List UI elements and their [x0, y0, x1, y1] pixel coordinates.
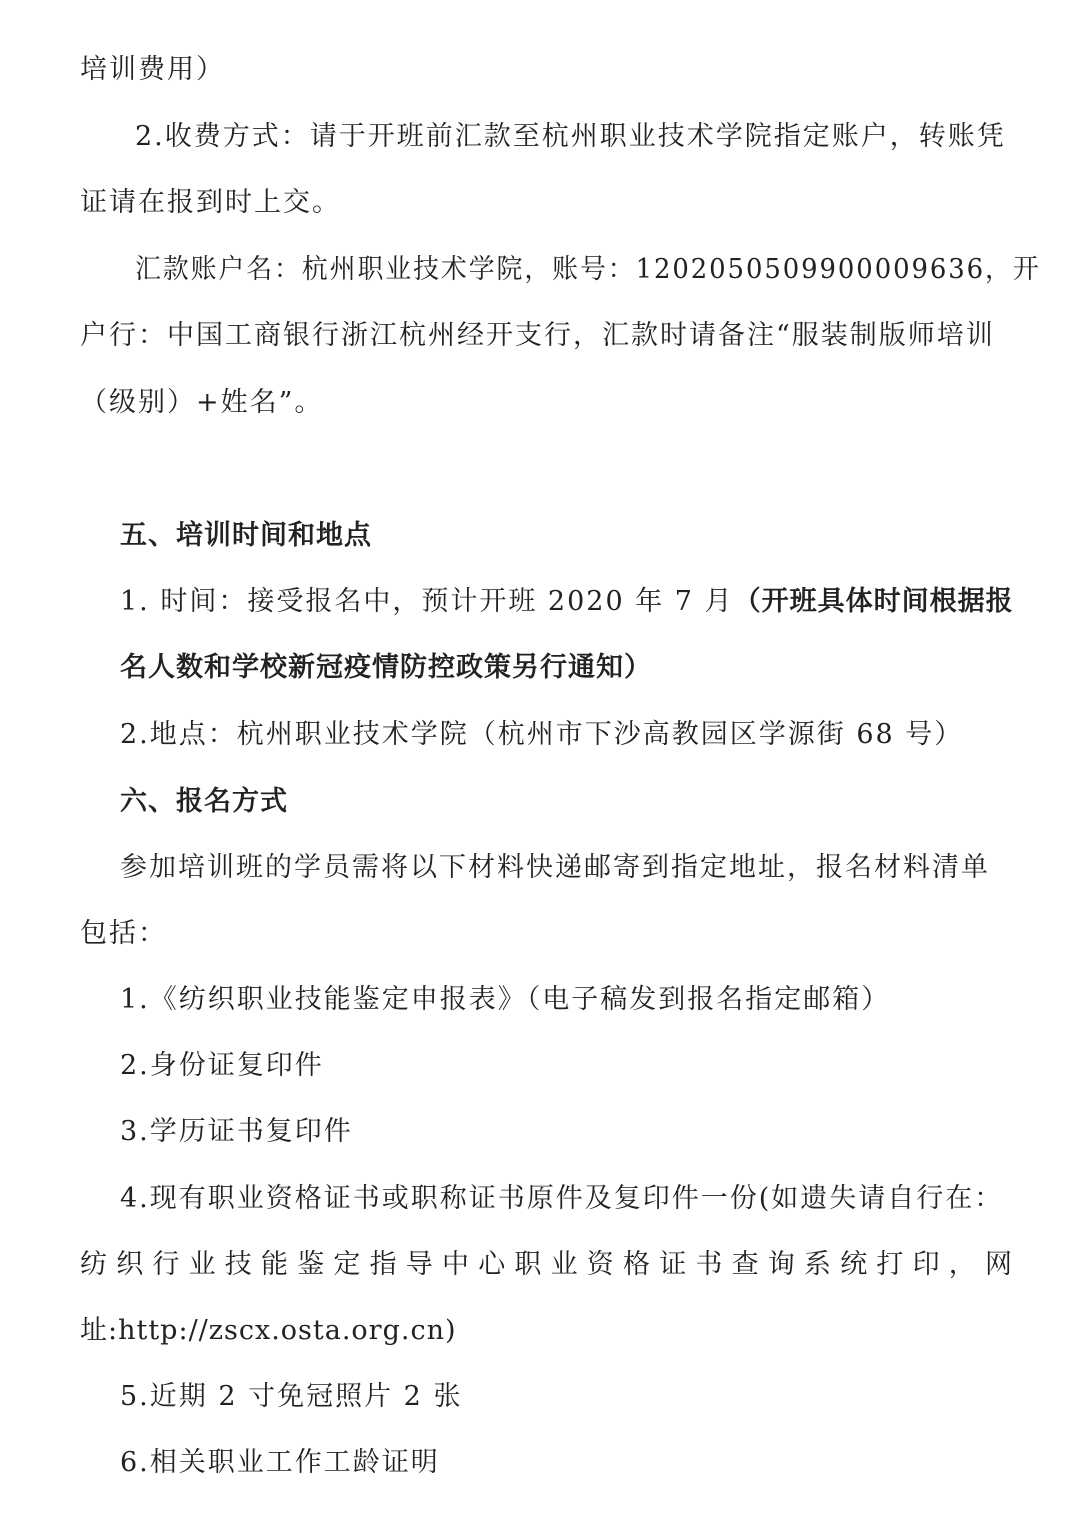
- list-item-diploma: 3.学历证书复印件: [120, 1116, 353, 1147]
- text-line-bank: 户行：中国工商银行浙江杭州经开支行，汇款时请备注“服装制版师培训: [80, 320, 995, 351]
- text-line-account-name: 汇款账户名：杭州职业技术学院，账号：1202050509900009636，开: [135, 254, 1041, 285]
- list-item-certificate: 4.现有职业资格证书或职称证书原件及复印件一份(如遗失请自行在：: [120, 1183, 1004, 1214]
- text-line-payment-method: 2.收费方式：请于开班前汇款至杭州职业技术学院指定账户，转账凭: [135, 121, 1006, 152]
- list-item-certificate-cont: 纺织行业技能鉴定指导中心职业资格证书查询系统打印，网: [80, 1249, 1012, 1280]
- text-line-fee-end: 培训费用）: [80, 54, 225, 85]
- list-item-certificate-url: 址:http://zscx.osta.org.cn): [80, 1315, 457, 1346]
- text-line-time: [120, 582, 1014, 622]
- section-heading-registration: 六、报名方式: [120, 786, 288, 817]
- list-item-work-proof: 6.相关职业工作工龄证明: [120, 1447, 440, 1478]
- text-line-payment-voucher: 证请在报到时上交。: [80, 187, 341, 218]
- list-item-id-card: 2.身份证复印件: [120, 1050, 324, 1081]
- text-line-remark: （级别）+姓名”。: [80, 387, 324, 418]
- time-note-bold: （开班具体时间根据报: [733, 586, 1014, 617]
- text-line-time-note: 名人数和学校新冠疫情防控政策另行通知）: [120, 652, 652, 683]
- time-text: 1. 时间：接受报名中，预计开班 2020 年 7 月: [120, 586, 734, 617]
- text-line-location: 2.地点：杭州职业技术学院（杭州市下沙高教园区学源街 68 号）: [120, 719, 964, 750]
- text-line-registration-intro: 参加培训班的学员需将以下材料快递邮寄到指定地址，报名材料清单: [120, 852, 990, 883]
- section-heading-time-place: 五、培训时间和地点: [120, 520, 372, 551]
- list-item-photos: 5.近期 2 寸免冠照片 2 张: [120, 1381, 463, 1412]
- text-line-includes: 包括：: [80, 918, 167, 949]
- list-item-application-form: 1.《纺织职业技能鉴定申报表》（电子稿发到报名指定邮箱）: [120, 984, 891, 1015]
